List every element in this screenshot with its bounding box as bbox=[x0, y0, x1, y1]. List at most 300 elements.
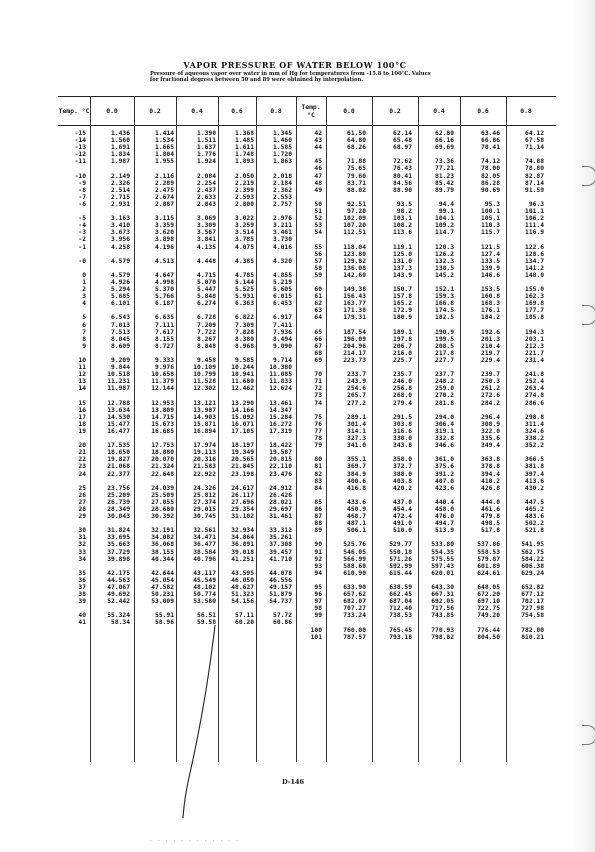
pressure-cell: 179.31 bbox=[343, 314, 366, 322]
pressure-cell bbox=[94, 478, 130, 485]
pressure-cell: 1.748 bbox=[235, 151, 254, 159]
pressure-cell: 330.0 bbox=[393, 435, 412, 443]
pressure-cell bbox=[256, 265, 292, 272]
pressure-cell: 127.4 bbox=[481, 250, 500, 258]
pressure-cell: 19.349 bbox=[231, 449, 254, 457]
pressure-cell: 2.219 bbox=[235, 179, 254, 187]
pressure-cell: 798.82 bbox=[431, 633, 454, 641]
pressure-cell: 782.00 bbox=[521, 626, 544, 634]
pressure-cell: 4.258 bbox=[111, 243, 130, 251]
pressure-cell: 50.774 bbox=[193, 591, 216, 599]
temperature-cell: 50 bbox=[314, 200, 322, 208]
pressure-cell: 657.62 bbox=[343, 591, 366, 599]
pressure-cell: 33.312 bbox=[269, 527, 292, 535]
pressure-cell: 3.359 bbox=[155, 222, 174, 230]
temperature-cell: -0 bbox=[78, 257, 86, 265]
pressure-cell: 248.2 bbox=[435, 378, 454, 386]
pressure-cell: 712.40 bbox=[389, 605, 412, 613]
pressure-cell bbox=[460, 279, 500, 286]
pressure-cell bbox=[372, 534, 412, 541]
pressure-cell: 697.10 bbox=[477, 598, 500, 606]
pressure-cell: 8.848 bbox=[197, 342, 216, 350]
pressure-cell bbox=[256, 605, 292, 612]
temperature-cell: 86 bbox=[314, 505, 322, 513]
temperature-cell: 21 bbox=[78, 449, 86, 457]
pressure-cell bbox=[94, 208, 130, 215]
temperature-cell: 75 bbox=[314, 413, 322, 421]
pressure-cell: 562.75 bbox=[521, 548, 544, 556]
pressure-cell: 4.320 bbox=[273, 257, 292, 265]
pressure-cell: 1.863 bbox=[273, 158, 292, 166]
pressure-cell: 454.4 bbox=[393, 505, 412, 513]
temperature-cell: 97 bbox=[314, 598, 322, 606]
pressure-cell: 36.477 bbox=[193, 541, 216, 549]
pressure-cell: 1.776 bbox=[197, 151, 216, 159]
pressure-cell: 284.2 bbox=[481, 399, 500, 407]
pressure-cell: 71.14 bbox=[525, 144, 544, 152]
pressure-cell: 25.509 bbox=[151, 491, 174, 499]
pressure-cell: 11.680 bbox=[231, 378, 254, 386]
temperature-cell: 57 bbox=[314, 257, 322, 265]
temperature-cell: 66 bbox=[314, 335, 322, 343]
pressure-cell: 231.4 bbox=[525, 357, 544, 364]
pressure-cell: 5.848 bbox=[197, 293, 216, 301]
pressure-cell: 35.663 bbox=[107, 541, 130, 549]
pressure-cell bbox=[94, 307, 130, 314]
pressure-cell: 146.6 bbox=[481, 271, 500, 279]
pressure-cell bbox=[372, 619, 412, 626]
pressure-cell: 96.3 bbox=[528, 200, 544, 208]
pressure-cell: 168.3 bbox=[481, 300, 500, 308]
pressure-cell: 212.3 bbox=[525, 342, 544, 350]
pressure-cell: 142.60 bbox=[343, 271, 366, 279]
pressure-cell: 99.1 bbox=[438, 208, 454, 216]
pressure-cell: 550.18 bbox=[389, 548, 412, 556]
pressure-cell: 68.97 bbox=[393, 144, 412, 152]
pressure-cell: 3.956 bbox=[111, 236, 130, 244]
pressure-cell: 26.117 bbox=[231, 491, 254, 499]
header-0-6: 0.6 bbox=[231, 107, 243, 115]
pressure-cell: 468.7 bbox=[347, 513, 366, 521]
header-0-8: 0.8 bbox=[270, 107, 282, 115]
pressure-cell: 566.99 bbox=[343, 555, 366, 563]
pressure-cell: 11.231 bbox=[107, 378, 130, 386]
temperature-cell: 29 bbox=[78, 513, 86, 521]
pressure-cell bbox=[416, 492, 454, 499]
pressure-cell: 4.579 bbox=[111, 271, 130, 279]
temperature-cell bbox=[60, 392, 86, 399]
pressure-cell: 56.51 bbox=[197, 612, 216, 620]
temperature-cell: 70 bbox=[314, 371, 322, 379]
pressure-cell: 733.24 bbox=[343, 612, 366, 620]
pressure-cell: 254.6 bbox=[347, 385, 366, 393]
temperature-cell bbox=[298, 407, 322, 414]
header-0-8: 0.8 bbox=[520, 107, 532, 115]
temperature-cell bbox=[298, 619, 322, 626]
pressure-cell: 624.61 bbox=[477, 569, 500, 577]
pressure-cell bbox=[460, 151, 500, 158]
pressure-cell: 174.5 bbox=[435, 307, 454, 315]
pressure-cell bbox=[138, 520, 174, 527]
pressure-cell: 74.12 bbox=[481, 158, 500, 166]
pressure-cell: 335.6 bbox=[481, 435, 500, 443]
pressure-cell: 10.380 bbox=[269, 364, 292, 372]
pressure-cell: 2.018 bbox=[273, 172, 292, 180]
pressure-cell: 1.560 bbox=[111, 137, 130, 145]
pressure-cell: 8.155 bbox=[155, 335, 174, 343]
pressure-cell: 41.251 bbox=[231, 555, 254, 563]
value-column bbox=[180, 130, 216, 627]
temperature-cell: 81 bbox=[314, 463, 322, 471]
column-divider bbox=[90, 96, 91, 762]
pressure-cell: 75.65 bbox=[347, 165, 366, 173]
pressure-cell bbox=[218, 350, 254, 357]
temperature-cell: -6 bbox=[78, 200, 86, 208]
header-0-0: 0.0 bbox=[343, 107, 355, 115]
pressure-cell: 17.319 bbox=[269, 427, 292, 435]
pressure-cell bbox=[372, 151, 412, 158]
temperature-cell: 48 bbox=[314, 179, 322, 187]
pressure-cell: 40.796 bbox=[193, 555, 216, 563]
pressure-cell: 25.209 bbox=[107, 491, 130, 499]
pressure-cell: 643.30 bbox=[431, 584, 454, 591]
pressure-cell: 46.556 bbox=[269, 576, 292, 584]
pressure-cell: 24.912 bbox=[269, 484, 292, 492]
temperature-cell: -8 bbox=[78, 186, 86, 194]
temperature-cell: 73 bbox=[314, 392, 322, 400]
temperature-cell: 55 bbox=[314, 243, 322, 251]
pressure-cell: 34.864 bbox=[231, 534, 254, 542]
pressure-cell bbox=[372, 492, 412, 499]
temperature-cell: 61 bbox=[314, 293, 322, 301]
pressure-cell: 246.0 bbox=[393, 378, 412, 386]
pressure-cell bbox=[180, 520, 216, 527]
pressure-cell bbox=[218, 265, 254, 272]
temperature-cell: 68 bbox=[314, 349, 322, 357]
temperature-cell: 25 bbox=[78, 484, 86, 492]
pressure-cell: 214.17 bbox=[343, 349, 366, 357]
pressure-cell: 2.843 bbox=[197, 200, 216, 208]
pressure-cell bbox=[504, 279, 544, 286]
pressure-cell: 74.88 bbox=[525, 158, 544, 166]
pressure-cell: 24.326 bbox=[193, 484, 216, 492]
pressure-cell: 410.2 bbox=[481, 477, 500, 485]
pressure-cell: 316.6 bbox=[393, 427, 412, 435]
pressure-cell: 629.24 bbox=[521, 569, 544, 577]
pressure-cell: 36.068 bbox=[151, 541, 174, 549]
pressure-cell: 69.69 bbox=[435, 144, 454, 152]
pressure-cell: 53.009 bbox=[151, 598, 174, 606]
pressure-cell: 82.87 bbox=[525, 172, 544, 180]
temperature-cell: 93 bbox=[314, 562, 322, 570]
pressure-cell: 3.069 bbox=[197, 215, 216, 223]
pressure-cell: 413.6 bbox=[525, 477, 544, 485]
pressure-cell: 57.11 bbox=[235, 612, 254, 620]
pressure-cell: 7.617 bbox=[155, 328, 174, 336]
pressure-cell: 122.6 bbox=[525, 243, 544, 251]
pressure-cell: 375.6 bbox=[435, 463, 454, 471]
pressure-cell: 363.8 bbox=[481, 456, 500, 464]
pressure-cell: 84.56 bbox=[393, 179, 412, 187]
temperature-cell: -12 bbox=[74, 151, 86, 159]
pressure-cell: 26.426 bbox=[269, 491, 292, 499]
pressure-cell bbox=[94, 563, 130, 570]
pressure-cell: 11.528 bbox=[193, 378, 216, 386]
pressure-cell: 225.7 bbox=[393, 357, 412, 364]
temperature-cell: 47 bbox=[314, 172, 322, 180]
pressure-cell: 494.7 bbox=[435, 520, 454, 528]
pressure-cell: 638.59 bbox=[389, 584, 412, 591]
pressure-cell bbox=[504, 619, 544, 626]
pressure-cell: 241.8 bbox=[525, 371, 544, 379]
temperature-cell: 6 bbox=[82, 321, 86, 329]
pressure-cell: 2.084 bbox=[197, 172, 216, 180]
pressure-cell: 662.45 bbox=[389, 591, 412, 599]
temperature-cell: 9 bbox=[82, 342, 86, 350]
pressure-cell: 61.50 bbox=[347, 130, 366, 137]
pressure-cell: 510.0 bbox=[393, 527, 412, 535]
pressure-cell: 517.8 bbox=[481, 527, 500, 535]
pressure-cell: 6.543 bbox=[111, 314, 130, 322]
pressure-cell bbox=[460, 492, 500, 499]
pressure-cell bbox=[218, 208, 254, 215]
pressure-cell: 12.624 bbox=[269, 385, 292, 393]
pressure-cell bbox=[416, 534, 454, 541]
pressure-cell: 1.345 bbox=[273, 130, 292, 137]
pressure-cell: 32.561 bbox=[193, 527, 216, 535]
pressure-cell bbox=[504, 194, 544, 201]
pressure-cell: 51.323 bbox=[231, 591, 254, 599]
pressure-cell: 89.79 bbox=[435, 186, 454, 194]
pressure-cell: 3.785 bbox=[235, 236, 254, 244]
pressure-cell: 2.399 bbox=[235, 186, 254, 194]
pressure-cell: 256.8 bbox=[393, 385, 412, 393]
pressure-cell: 6.101 bbox=[111, 300, 130, 308]
pressure-cell: 24.039 bbox=[151, 484, 174, 492]
temperature-cell: 98 bbox=[314, 605, 322, 613]
pressure-cell: 108.2 bbox=[393, 222, 412, 230]
pressure-cell: 366.5 bbox=[525, 456, 544, 464]
pressure-cell: 7.209 bbox=[197, 321, 216, 329]
pressure-cell: 529.77 bbox=[389, 541, 412, 549]
pressure-cell: 400.6 bbox=[347, 477, 366, 485]
pressure-cell: 15.871 bbox=[193, 420, 216, 428]
temperature-cell: 74 bbox=[314, 399, 322, 407]
scan-noise: · · · · · · · · · · · · bbox=[150, 838, 240, 845]
pressure-cell: 239.7 bbox=[481, 371, 500, 379]
pressure-cell: 2.715 bbox=[111, 193, 130, 201]
temperature-cell: 79 bbox=[314, 442, 322, 450]
pressure-cell: 166.8 bbox=[435, 300, 454, 308]
pressure-cell: 8.968 bbox=[235, 342, 254, 350]
pressure-cell: 2.289 bbox=[155, 179, 174, 187]
pressure-cell: 23.476 bbox=[269, 470, 292, 478]
pressure-cell: 394.4 bbox=[481, 470, 500, 478]
temperature-cell: 101 bbox=[310, 633, 322, 641]
pressure-cell: 77.21 bbox=[435, 165, 454, 173]
temperature-cell bbox=[298, 279, 322, 286]
temperature-cell: 49 bbox=[314, 186, 322, 194]
pressure-cell: 6.363 bbox=[235, 300, 254, 308]
pressure-cell: 201.3 bbox=[481, 335, 500, 343]
pressure-cell bbox=[256, 392, 292, 399]
pressure-cell: 29.015 bbox=[193, 505, 216, 513]
pressure-cell: 19.113 bbox=[193, 449, 216, 457]
pressure-cell: 8.494 bbox=[273, 335, 292, 343]
pressure-cell: 5.605 bbox=[273, 286, 292, 294]
pressure-cell: 149.38 bbox=[343, 286, 366, 294]
pressure-cell: 259.0 bbox=[435, 385, 454, 393]
pressure-cell: 237.7 bbox=[435, 371, 454, 379]
pressure-cell: 86.28 bbox=[481, 179, 500, 187]
temperature-cell: -9 bbox=[78, 179, 86, 187]
pressure-cell: 132.3 bbox=[435, 257, 454, 265]
pressure-cell: 100.1 bbox=[481, 208, 500, 216]
temperature-cell: 89 bbox=[314, 527, 322, 535]
pressure-cell: 461.6 bbox=[481, 505, 500, 513]
value-column bbox=[504, 130, 544, 641]
pressure-cell: 440.4 bbox=[435, 498, 454, 506]
temperature-cell: 82 bbox=[314, 470, 322, 478]
pressure-cell: 83.71 bbox=[347, 179, 366, 187]
temperature-cell: -5 bbox=[78, 215, 86, 223]
pressure-cell bbox=[138, 350, 174, 357]
temperature-cell: 60 bbox=[314, 286, 322, 294]
temperature-cell: 56 bbox=[314, 250, 322, 258]
pressure-cell: 289.1 bbox=[347, 413, 366, 421]
pressure-cell: 16.894 bbox=[193, 427, 216, 435]
temperature-cell: -4 bbox=[78, 222, 86, 230]
temperature-cell: 72 bbox=[314, 385, 322, 393]
pressure-cell bbox=[94, 265, 130, 272]
temperature-cell: 83 bbox=[314, 477, 322, 485]
pressure-cell: 727.98 bbox=[521, 605, 544, 613]
pressure-cell bbox=[416, 577, 454, 584]
pressure-cell: 182.5 bbox=[435, 314, 454, 322]
pressure-cell bbox=[504, 577, 544, 584]
pressure-cell: 23.756 bbox=[107, 484, 130, 492]
pressure-cell: 5.766 bbox=[155, 293, 174, 301]
pressure-cell: 447.5 bbox=[525, 498, 544, 506]
pressure-cell: 687.04 bbox=[389, 598, 412, 606]
pressure-cell: 9.585 bbox=[235, 357, 254, 364]
temperature-cell: 2 bbox=[82, 286, 86, 294]
binder-hole bbox=[582, 166, 595, 186]
pressure-cell: 355.1 bbox=[347, 456, 366, 464]
pressure-cell: 18.880 bbox=[151, 449, 174, 457]
pressure-cell bbox=[416, 407, 454, 414]
column-divider bbox=[256, 96, 257, 762]
pressure-cell: 159.3 bbox=[435, 293, 454, 301]
pressure-cell: 506.1 bbox=[347, 527, 366, 535]
pressure-cell bbox=[94, 392, 130, 399]
pressure-cell: 33.695 bbox=[107, 534, 130, 542]
pressure-cell: 458.0 bbox=[435, 505, 454, 513]
pressure-cell: 88.02 bbox=[347, 186, 366, 194]
temperature-cell: 40 bbox=[78, 612, 86, 620]
pressure-cell: 1.368 bbox=[235, 130, 254, 137]
pressure-cell bbox=[138, 478, 174, 485]
pressure-cell: 6.015 bbox=[273, 293, 292, 301]
pressure-cell bbox=[256, 208, 292, 215]
pressure-cell: 39.898 bbox=[107, 555, 130, 563]
pressure-cell: 2.116 bbox=[155, 172, 174, 180]
pressure-cell: 70.41 bbox=[481, 144, 500, 152]
temperature-cell: 94 bbox=[314, 569, 322, 577]
pressure-cell: 223.73 bbox=[343, 357, 366, 364]
pressure-cell: 391.2 bbox=[435, 470, 454, 478]
pressure-cell bbox=[504, 236, 544, 243]
pressure-cell: 760.00 bbox=[343, 626, 366, 634]
pressure-cell: 397.4 bbox=[525, 470, 544, 478]
pressure-cell bbox=[326, 151, 366, 158]
pressure-cell bbox=[372, 322, 412, 329]
temperature-cell: 78 bbox=[314, 435, 322, 443]
pressure-cell: 13.461 bbox=[269, 399, 292, 407]
pressure-cell: 597.43 bbox=[431, 562, 454, 570]
pressure-cell: 141.2 bbox=[525, 264, 544, 272]
pressure-cell: 702.17 bbox=[521, 598, 544, 606]
pressure-cell: 546.05 bbox=[343, 548, 366, 556]
pressure-cell: 17.535 bbox=[107, 442, 130, 450]
pressure-cell: 4.926 bbox=[111, 278, 130, 286]
pressure-cell: 4.135 bbox=[197, 243, 216, 251]
pressure-cell: 42.644 bbox=[151, 569, 174, 577]
pressure-cell: 27.696 bbox=[231, 498, 254, 506]
temperature-cell: 54 bbox=[314, 229, 322, 237]
pressure-cell: 42.175 bbox=[107, 569, 130, 577]
pressure-cell bbox=[326, 236, 366, 243]
pressure-cell: 1.691 bbox=[111, 144, 130, 152]
pressure-cell bbox=[138, 563, 174, 570]
pressure-cell: 3.259 bbox=[235, 222, 254, 230]
pressure-cell: 5.070 bbox=[197, 278, 216, 286]
pressure-cell: 430.2 bbox=[525, 484, 544, 492]
pressure-cell: 58.34 bbox=[111, 619, 130, 627]
pressure-cell: 76.43 bbox=[393, 165, 412, 173]
pressure-cell bbox=[372, 407, 412, 414]
pressure-cell: 155.0 bbox=[525, 286, 544, 294]
temperature-cell: 99 bbox=[314, 612, 322, 620]
pressure-cell: 2.887 bbox=[155, 200, 174, 208]
pressure-cell: 60.20 bbox=[235, 619, 254, 627]
pressure-cell bbox=[326, 449, 366, 456]
pressure-cell: 707.27 bbox=[343, 605, 366, 613]
pressure-cell: 58.96 bbox=[155, 619, 174, 627]
pressure-cell: 27.374 bbox=[193, 498, 216, 506]
binder-hole bbox=[582, 305, 595, 325]
pressure-cell: 1.585 bbox=[273, 144, 292, 152]
temperature-cell: -13 bbox=[74, 144, 86, 152]
temperature-cell: 91 bbox=[314, 548, 322, 556]
temperature-cell: 0 bbox=[82, 271, 86, 279]
pressure-cell: 17.105 bbox=[231, 427, 254, 435]
pressure-cell: 45.054 bbox=[151, 576, 174, 584]
left-table-header bbox=[58, 96, 296, 126]
pressure-cell: 2.475 bbox=[155, 186, 174, 194]
pressure-cell: 35.261 bbox=[269, 534, 292, 542]
pressure-cell: 491.0 bbox=[393, 520, 412, 528]
temperature-cell: -15 bbox=[74, 130, 86, 137]
pressure-cell: 12.144 bbox=[151, 385, 174, 393]
temperature-cell bbox=[60, 605, 86, 612]
pressure-cell: 20.565 bbox=[231, 456, 254, 464]
pressure-cell: 28.680 bbox=[151, 505, 174, 513]
pressure-cell: 92.51 bbox=[347, 200, 366, 208]
pressure-cell: 3.898 bbox=[155, 236, 174, 244]
pressure-cell: 63.46 bbox=[481, 130, 500, 137]
pressure-cell bbox=[138, 251, 174, 258]
